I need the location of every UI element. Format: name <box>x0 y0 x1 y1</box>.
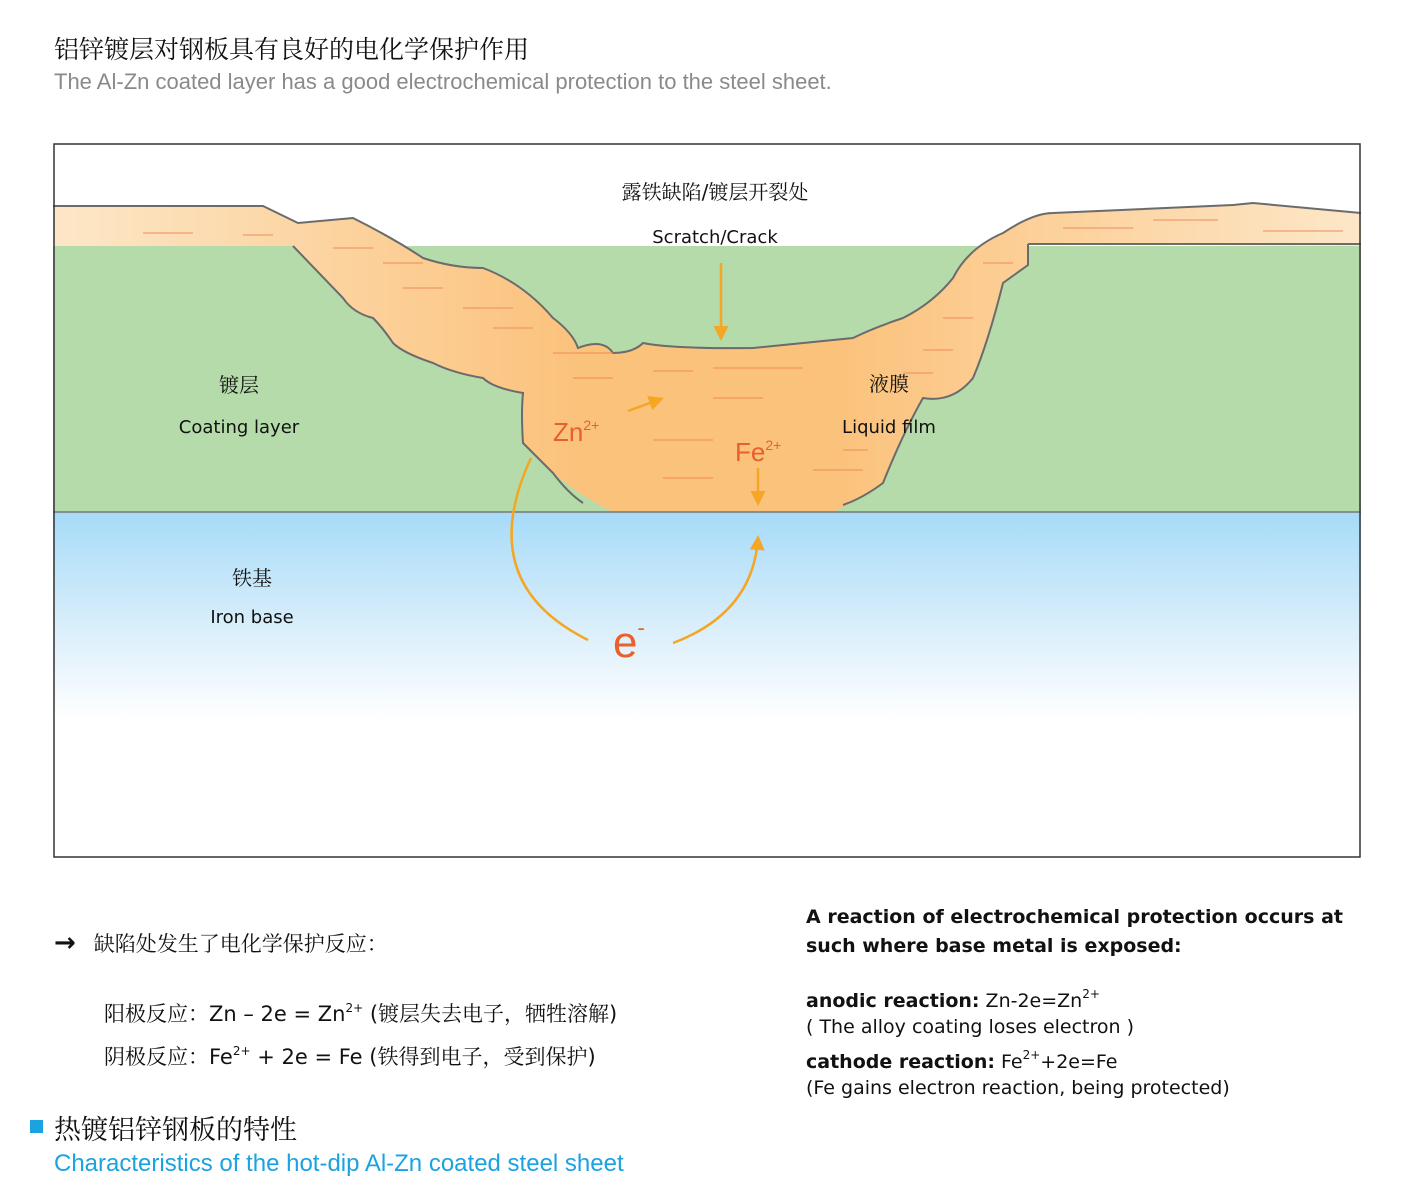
coating-label-cn: 镀层 <box>219 373 259 397</box>
cathode-note-cn: (铁得到电子，受到保护) <box>362 1045 596 1069</box>
arrow-right-icon: → <box>54 928 76 958</box>
anode-label-cn: 阳极反应： <box>104 1002 209 1026</box>
section-bullet-icon <box>30 1120 43 1133</box>
reaction-en-block <box>806 903 1366 1099</box>
anode-sup-en: 2+ <box>1082 987 1100 1001</box>
film-label-en: Liquid film <box>842 417 936 438</box>
zn-ion-label: $Zn^{2+}$ <box>553 417 600 447</box>
anode-note-cn: (镀层失去电子，牺牲溶解) <box>363 1002 618 1026</box>
film-label-cn: 液膜 <box>869 372 909 396</box>
electrochemical-diagram <box>53 143 1361 858</box>
reaction-intro-cn <box>54 928 388 958</box>
cathode-label-en: cathode reaction: <box>806 1051 995 1073</box>
fe-ion-label: $Fe^{2+}$ <box>735 437 782 467</box>
anode-reaction-en <box>806 987 1366 1012</box>
page-title-en: The Al-Zn coated layer has a good electrochemical protection to the steel sheet. <box>54 69 832 94</box>
cathode-sup-en: 2+ <box>1022 1048 1041 1062</box>
cathode-equation-rest: + 2e = Fe <box>250 1045 363 1069</box>
electron-label: e- <box>613 615 645 667</box>
iron-base-layer <box>53 512 1361 858</box>
cathode-reaction-en <box>806 1048 1366 1073</box>
reaction-en-heading: A reaction of electrochemical protection occurs at such where base metal is exposed: <box>806 906 1343 957</box>
coating-label-en: Coating layer <box>178 417 300 438</box>
section-title-cn: 热镀铝锌钢板的特性 <box>54 1115 297 1146</box>
anode-reaction-cn <box>104 998 617 1028</box>
iron-label-en: Iron base <box>210 607 294 628</box>
anode-equation-en: Zn-2e=Zn <box>979 990 1083 1012</box>
scratch-label-en: Scratch/Crack <box>652 227 778 248</box>
anode-equation-sup: 2+ <box>345 1001 364 1015</box>
scratch-label-cn: 露铁缺陷/镀层开裂处 <box>621 180 809 204</box>
cathode-equation-en-rest: +2e=Fe <box>1040 1051 1118 1073</box>
anode-equation-cn: Zn – 2e = Zn <box>209 1002 346 1026</box>
cathode-equation-cn: Fe <box>209 1045 233 1069</box>
iron-label-cn: 铁基 <box>232 566 272 590</box>
cathode-label-cn: 阴极反应： <box>104 1045 209 1069</box>
cathode-reaction-cn <box>104 1041 596 1071</box>
page-title-cn: 铝锌镀层对钢板具有良好的电化学保护作用 <box>54 35 530 64</box>
cathode-note-en: (Fe gains electron reaction, being protected) <box>806 1077 1230 1099</box>
anode-note-en: ( The alloy coating loses electron ) <box>806 1016 1135 1038</box>
section-title-en: Characteristics of the hot-dip Al-Zn coated steel sheet <box>54 1150 624 1177</box>
reaction-intro-text: 缺陷处发生了电化学保护反应： <box>93 932 388 956</box>
anode-label-en: anodic reaction: <box>806 990 980 1012</box>
cathode-equation-sup: 2+ <box>232 1044 251 1058</box>
cathode-equation-en: Fe <box>994 1051 1023 1073</box>
